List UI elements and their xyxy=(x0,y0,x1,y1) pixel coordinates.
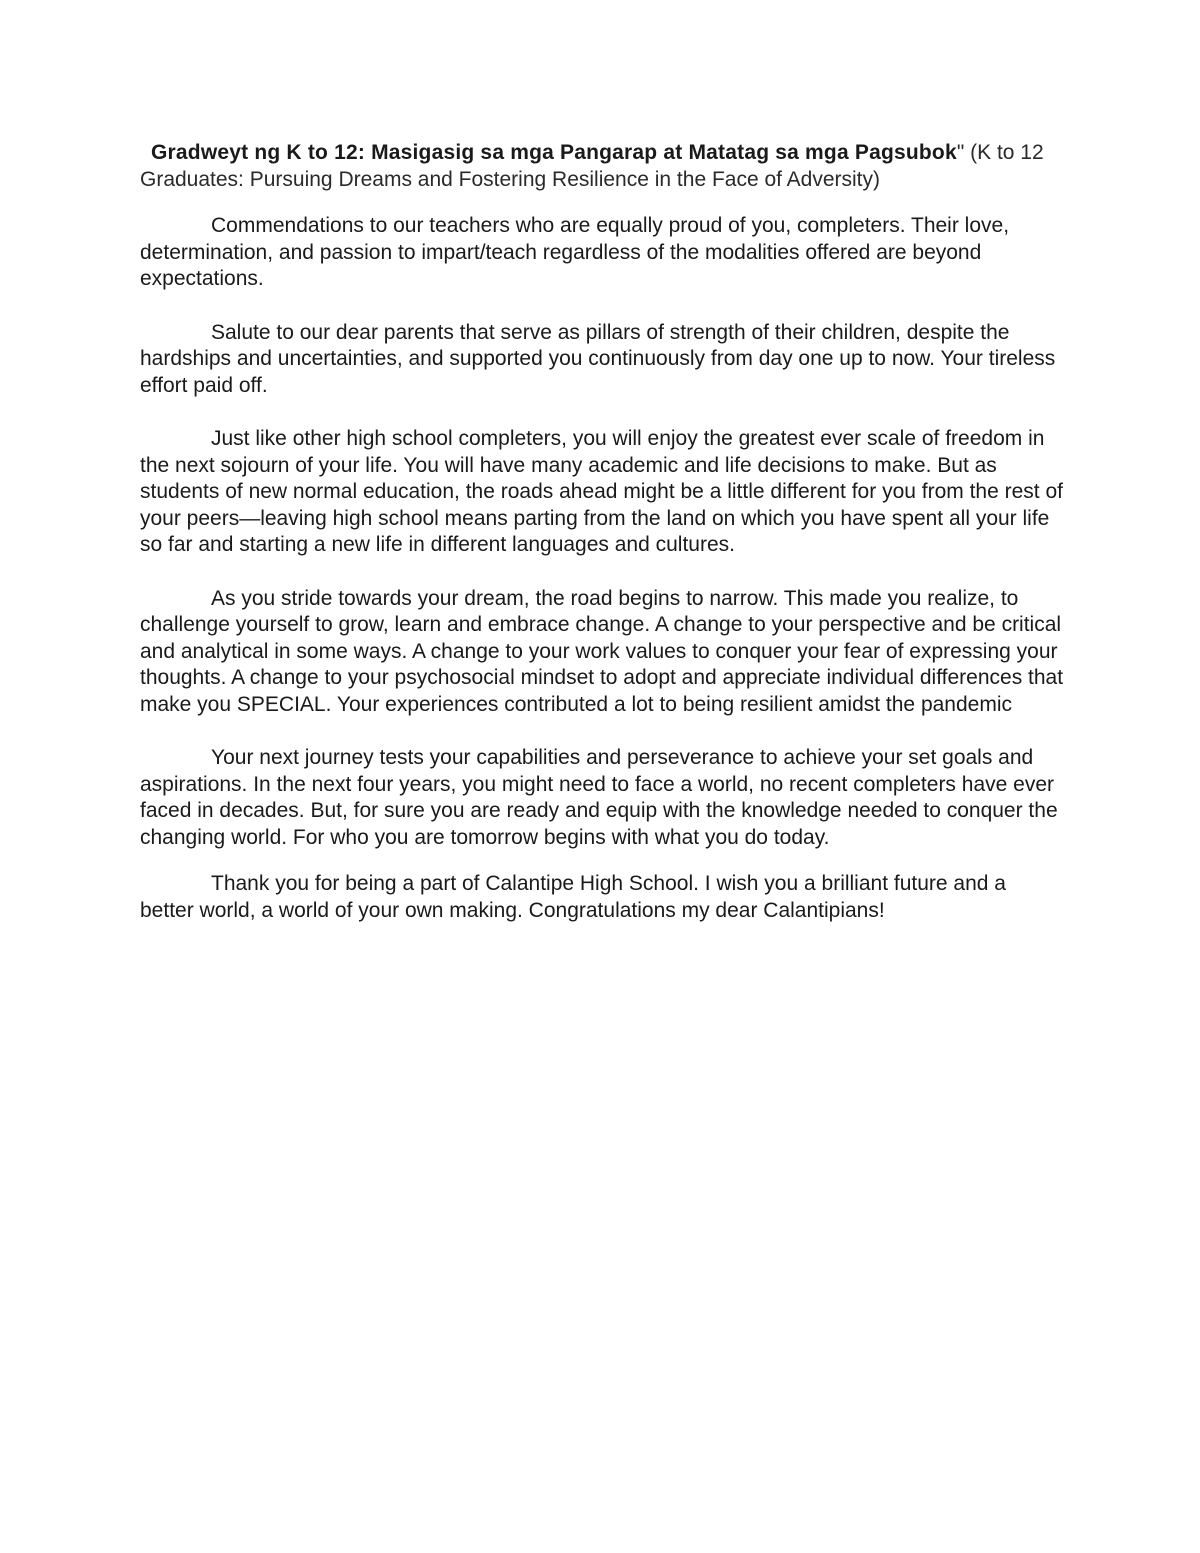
document-heading xyxy=(140,140,1065,193)
paragraph-journey: Your next journey tests your capabilities and perseverance to achieve your set goals and aspirations. In the next four years, you might need to face a world, no recent completers have ever faced in decades. But, for sure you are ready and equip with the knowledge needed to conquer the changing world. For who you are tomorrow begins with what you do today. xyxy=(140,746,1058,849)
heading-subtitle-english: Graduates: Pursuing Dreams and Fostering Resilience in the Face of Adversity) xyxy=(140,167,881,191)
paragraph-completers: Just like other high school completers, you will enjoy the greatest ever scale of freedom in the next sojourn of your life. You will have many academic and life decisions to make. But as students of new normal education, the roads ahead might be a little different for you from the rest of your peers—leaving high school means parting from the land on which you have spent all your life so far and starting a new life in different languages and cultures. xyxy=(140,427,1063,556)
paragraph-parents: Salute to our dear parents that serve as pillars of strength of their children, despite the hardships and uncertainties, and supported you continuously from day one up to now. Your tireless effort paid off. xyxy=(140,320,1056,397)
document-body xyxy=(140,140,1065,951)
heading-title-bold: Gradweyt ng K to 12: Masigasig sa mga Pangarap at Matatag sa mga Pagsubok xyxy=(151,141,957,164)
heading-title-rest: " (K to 12 xyxy=(956,141,1044,164)
paragraph-teachers: Commendations to our teachers who are equally proud of you, completers. Their love, determination, and passion to impart/teach regardless of the modalities offered are beyond expectations. xyxy=(140,214,1010,290)
paragraph-dream: As you stride towards your dream, the road begins to narrow. This made you realize, to challenge yourself to grow, learn and embrace change. A change to your perspective and be critical and analytical in some ways. A change to your work values to conquer your fear of expressing your thoughts. A change to your psychosocial mindset to adopt and appreciate individual differences that make you SPECIAL. Your experiences contributed a lot to being resilient amidst the pandemic xyxy=(140,586,1064,716)
paragraph-thank-you: Thank you for being a part of Calantipe High School. I wish you a brilliant future and a better world, a world of your own making. Congratulations my dear Calantipians! xyxy=(140,872,1006,922)
